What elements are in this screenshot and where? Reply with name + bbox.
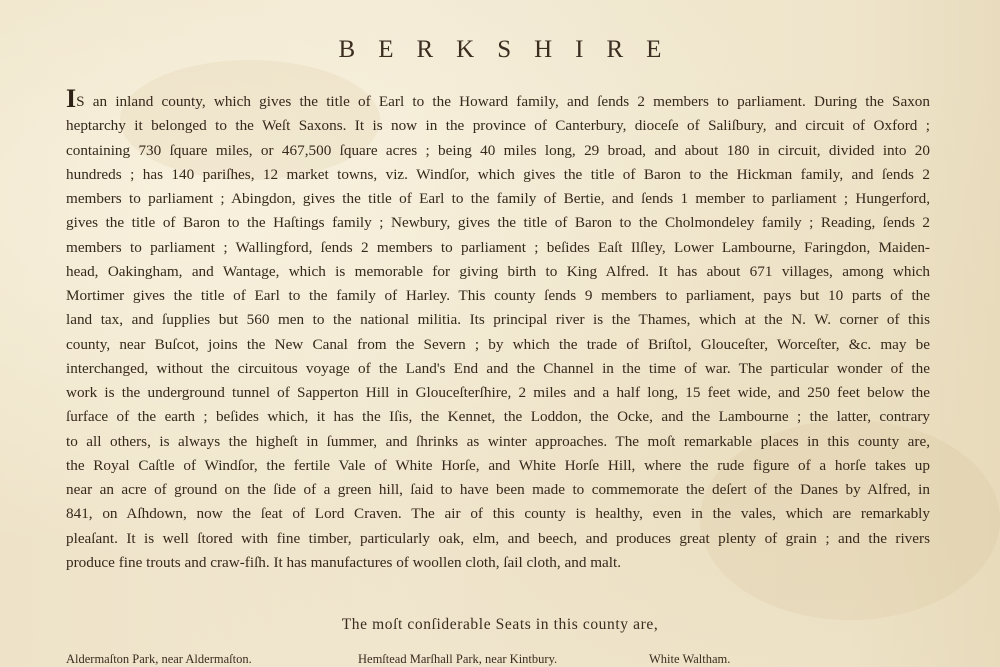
page-title: BERKSHIRE [338,36,685,63]
text-line: 841, on Aſhdown, now the ſeat of Lord Craven. The air of this county is healthy, even in the vales, which are remarkably [66,505,930,523]
text-line: containing 730 ſquare miles, or 467,500 ſquare acres ; being 40 miles long, 29 broad, and about 180 in circuit, divided into 20 [66,141,930,159]
text-line: ſurface of the earth ; beſides which, it has the Iſis, the Kennet, the Loddon, the Ocke, and the Lambourne ; the latter, contrary [66,408,930,426]
text-line: pleaſant. It is well ſtored with fine timber, particularly oak, elm, and beech, and produces great plenty of grain ; and the rivers [66,529,930,547]
seat-entry: Aldermaſton Park, near Aldermaſton. [66,652,252,666]
text-line: produce fine trouts and craw-fiſh. It has manufactures of woollen cloth, ſail cloth, and malt. [66,553,622,571]
text-line: heptarchy it belonged to the Weſt Saxons. It is now in the province of Canterbury, dioceſe of Saliſbury, and circuit of Oxford ; [66,117,930,135]
text-line: gives the title of Baron to the Haſtings family ; Newbury, gives the title of Baron to the Cholmondeley family ; Reading, ſends 2 [66,214,930,232]
text-line: to all others, is always the higheſt in ſummer, and ſhrinks as winter approaches. The moſt remarkable places in this county are, [66,432,930,450]
text-line: members to parliament ; Wallingford, ſends 2 members to parliament ; beſides Eaſt Ilſley, Lower Lambourne, Faringdon, Maiden- [66,238,930,256]
text-line: land tax, and ſupplies but 560 men to the national militia. Its principal river is the Thames, which at the N. W. corner of this [66,311,930,329]
text-line: head, Oakingham, and Wantage, which is memorable for giving birth to King Alfred. It has about 671 villages, among which [66,262,930,280]
drop-cap: I [66,84,77,113]
text-line: Mortimer gives the title of Earl to the family of Harley. This county ſends 9 members to parliament, pays but 10 parts of the [66,287,930,304]
text-line: hundreds ; has 140 pariſhes, 12 market towns, viz. Windſor, which gives the title of Baron to the Hickman family, and ſends 2 [66,165,930,183]
county-description [66,84,930,575]
text-line: members to parliament ; Abingdon, gives the title of Earl to the family of Bertie, and ſends 1 member to parliament ; Hungerford, [66,190,930,207]
text-line: the Royal Caſtle of Windſor, the fertile Vale of White Horſe, and White Horſe Hill, where the rude figure of a horſe takes up [66,456,930,474]
text-line [66,84,930,114]
text-line: interchanged, without the circuitous voyage of the Land's End and the Channel in the time of war. The particular wonder of the [66,359,930,377]
text-line-content: S an inland county, which gives the title of Earl to the Howard family, and ſends 2 members to parliament. During the Saxon [76,93,930,110]
seat-entry: White Waltham. [649,652,731,666]
text-line: work is the underground tunnel of Sapperton Hill in Glouceſterſhire, 2 miles and a half long, 15 feet wide, and 250 feet below the [66,384,930,401]
seat-entry: Hemſtead Marſhall Park, near Kintbury. [358,652,558,666]
seats-heading: The moſt conſiderable Seats in this county are, [341,616,659,633]
text-line: county, near Buſcot, joins the New Canal from the Severn ; by which the trade of Briſtol, Glouceſter, Worceſter, &c. may be [66,335,930,353]
text-line: near an acre of ground on the ſide of a green hill, ſaid to have been made to commemorate the deſert of the Danes by Alfred, in [66,481,930,498]
